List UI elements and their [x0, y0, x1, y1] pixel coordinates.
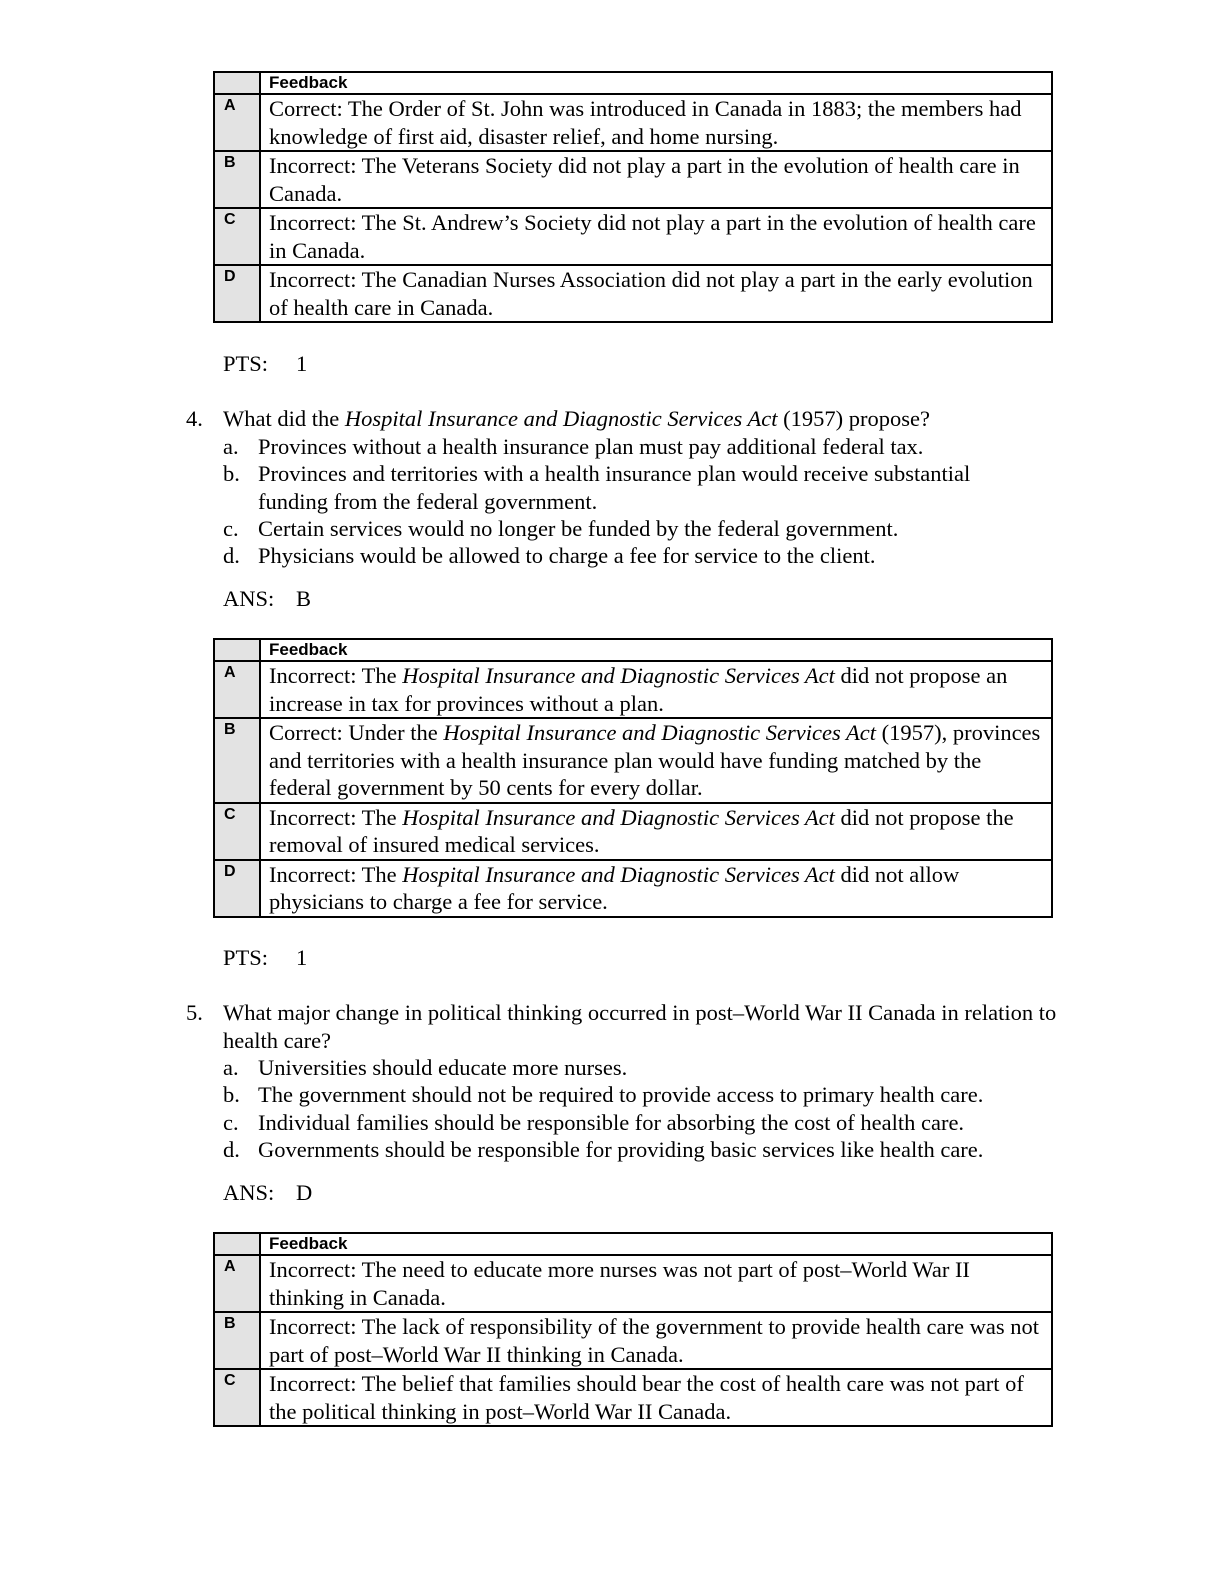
- option-letter: a.: [223, 434, 239, 459]
- feedback-text: Incorrect: The belief that families should bear the cost of health care was not part of the political thinking in post–World War II Canada.: [260, 1369, 1052, 1426]
- q4-feedback-table: [213, 638, 1053, 918]
- q4-points: [223, 944, 307, 972]
- option-text: Universities should educate more nurses.: [258, 1055, 628, 1080]
- feedback-text: Incorrect: The Canadian Nurses Association did not play a part in the early evolution of health care in Canada.: [260, 265, 1052, 322]
- feedback-letter: A: [214, 661, 260, 718]
- feedback-text: Incorrect: The Hospital Insurance and Diagnostic Services Act did not propose the removal of insured medical services.: [260, 803, 1052, 860]
- feedback-row: [214, 860, 1052, 917]
- feedback-text: Incorrect: The lack of responsibility of the government to provide health care was not part of post–World War II thinking in Canada.: [260, 1312, 1052, 1369]
- feedback-letter: B: [214, 1312, 260, 1369]
- option-letter: a.: [223, 1055, 239, 1080]
- feedback-row: [214, 803, 1052, 860]
- ans-value: D: [296, 1180, 313, 1205]
- feedback-header: Feedback: [260, 1233, 1052, 1255]
- feedback-text: Correct: Under the Hospital Insurance and Diagnostic Services Act (1957), provinces and territories with a health insurance plan would have funding matched by the federal government by 50 cents for every dollar.: [260, 718, 1052, 803]
- feedback-letter: C: [214, 803, 260, 860]
- feedback-row: [214, 1255, 1052, 1312]
- option-text: Physicians would be allowed to charge a fee for service to the client.: [258, 543, 876, 568]
- option-text: Certain services would no longer be funded by the federal government.: [258, 516, 899, 541]
- q5-feedback-table: [213, 1232, 1053, 1427]
- option-letter: d.: [223, 1137, 240, 1162]
- feedback-text: Incorrect: The St. Andrew’s Society did not play a part in the evolution of health care in Canada.: [260, 208, 1052, 265]
- pts-label: PTS:: [223, 351, 269, 376]
- pts-value: 1: [296, 945, 308, 970]
- q5-answer: [223, 1179, 312, 1207]
- feedback-header: Feedback: [260, 72, 1052, 94]
- feedback-header-row: [214, 72, 1052, 94]
- feedback-row: [214, 661, 1052, 718]
- q5-number: 5.: [186, 1000, 203, 1025]
- feedback-letter: B: [214, 718, 260, 803]
- feedback-text: Incorrect: The need to educate more nurses was not part of post–World War II thinking in Canada.: [260, 1255, 1052, 1312]
- ans-value: B: [296, 586, 312, 611]
- option-letter: b.: [223, 1082, 240, 1107]
- feedback-row: [214, 1312, 1052, 1369]
- q5-stem: What major change in political thinking occurred in post–World War II Canada in relation to health care?: [223, 1000, 1057, 1053]
- feedback-row: [214, 151, 1052, 208]
- feedback-row: [214, 265, 1052, 322]
- pts-value: 1: [296, 351, 308, 376]
- feedback-letter: D: [214, 860, 260, 917]
- option-text: Individual families should be responsible for absorbing the cost of health care.: [258, 1110, 965, 1135]
- feedback-text: Incorrect: The Hospital Insurance and Diagnostic Services Act did not propose an increase in tax for provinces without a plan.: [260, 661, 1052, 718]
- feedback-header: Feedback: [260, 639, 1052, 661]
- q3-points: [223, 350, 307, 378]
- feedback-row: [214, 208, 1052, 265]
- feedback-row: [214, 1369, 1052, 1426]
- q4-stem: What did the Hospital Insurance and Diagnostic Services Act (1957) propose?: [223, 406, 930, 431]
- option-letter: c.: [223, 516, 239, 541]
- feedback-letter: C: [214, 1369, 260, 1426]
- feedback-row: [214, 718, 1052, 803]
- option-letter: d.: [223, 543, 240, 568]
- feedback-header-row: [214, 1233, 1052, 1255]
- ans-label: ANS:: [223, 1180, 275, 1205]
- option-text: The government should not be required to provide access to primary health care.: [258, 1082, 984, 1107]
- option-letter: c.: [223, 1110, 239, 1135]
- option-text: Provinces without a health insurance plan must pay additional federal tax.: [258, 434, 924, 459]
- feedback-text: Incorrect: The Veterans Society did not play a part in the evolution of health care in Canada.: [260, 151, 1052, 208]
- q4-answer: [223, 585, 311, 613]
- feedback-row: [214, 94, 1052, 151]
- feedback-text: Correct: The Order of St. John was introduced in Canada in 1883; the members had knowledge of first aid, disaster relief, and home nursing.: [260, 94, 1052, 151]
- option-letter: b.: [223, 461, 240, 486]
- feedback-letter: A: [214, 1255, 260, 1312]
- feedback-letter: B: [214, 151, 260, 208]
- feedback-letter: D: [214, 265, 260, 322]
- feedback-letter: A: [214, 94, 260, 151]
- q4-number: 4.: [186, 406, 203, 431]
- pts-label: PTS:: [223, 945, 269, 970]
- q3-feedback-table: [213, 71, 1053, 323]
- feedback-header-row: [214, 639, 1052, 661]
- feedback-text: Incorrect: The Hospital Insurance and Diagnostic Services Act did not allow physicians to charge a fee for service.: [260, 860, 1052, 917]
- feedback-letter: C: [214, 208, 260, 265]
- option-text: Governments should be responsible for providing basic services like health care.: [258, 1137, 984, 1162]
- option-text: Provinces and territories with a health insurance plan would receive substantial funding from the federal government.: [258, 461, 971, 514]
- ans-label: ANS:: [223, 586, 275, 611]
